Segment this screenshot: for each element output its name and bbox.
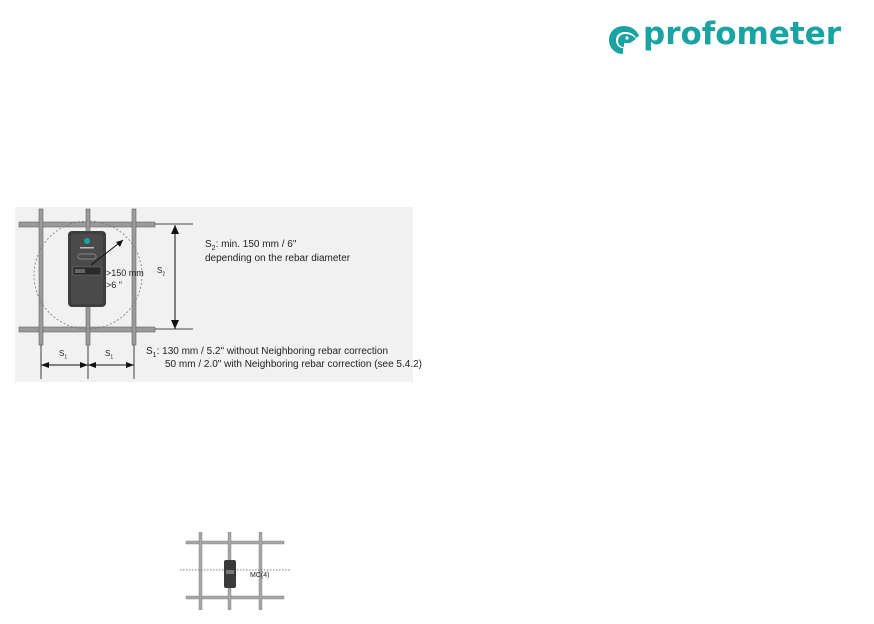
radius-label-inch: >6 " — [106, 280, 122, 290]
dimension-s2-label: $S_2$ — [157, 266, 166, 278]
s2-description-line2: depending on the rebar diameter — [205, 253, 351, 264]
probe-label: MC(4) — [250, 572, 270, 579]
radius-label-mm: >150 mm — [106, 268, 144, 278]
dimension-s1-label-right: $S_1$ — [105, 349, 114, 361]
profometer-logo — [608, 16, 842, 58]
probe-grid-illustration — [180, 532, 290, 610]
rebar-spacing-figure — [15, 207, 423, 382]
s1-description: $S_1$: 130 mm / 5.2" without Neighboring rebar correction — [146, 346, 389, 359]
s1-description-line2: 50 mm / 2.0" with Neighboring rebar correction (see 5.4.2) — [165, 359, 423, 370]
probe-grid-figure — [180, 532, 290, 610]
s2-description: $S_2$: min. 150 mm / 6" — [205, 239, 297, 252]
logo-wordmark: profometer — [643, 16, 842, 52]
dimension-s1-label-left: $S_1$ — [59, 349, 68, 361]
rebar-vertical-1 — [39, 209, 43, 345]
eagle-head-icon — [608, 24, 640, 56]
